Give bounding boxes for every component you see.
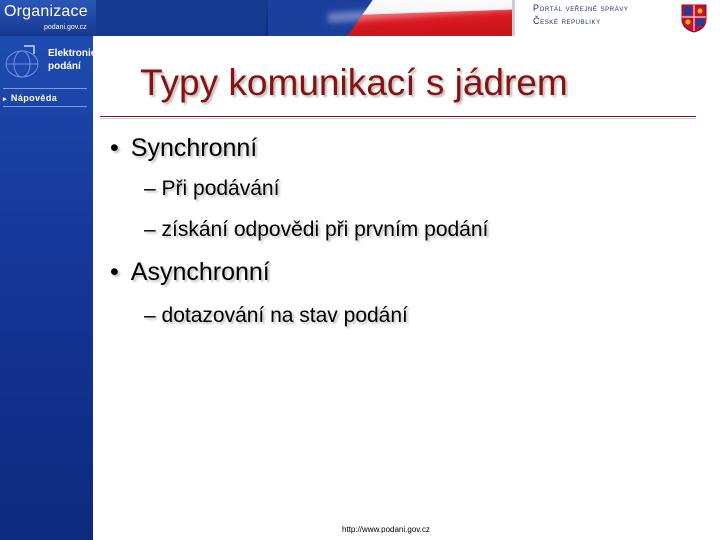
- czech-flag-image: [268, 0, 512, 36]
- logo-title: Elektronická: [48, 48, 108, 59]
- elektronicka-podani-logo[interactable]: [0, 42, 108, 84]
- sub-bullet-text: dotazování na stav podání: [161, 304, 408, 327]
- bullet-item: [110, 258, 270, 287]
- organization-title: Organizace: [4, 3, 88, 20]
- portal-logo[interactable]: [512, 0, 720, 36]
- title-rule-shadow: [100, 118, 696, 119]
- top-banner: [0, 0, 720, 36]
- bullet-text: Synchronní: [130, 134, 258, 162]
- portal-title-line2: České republiky: [533, 16, 601, 26]
- sub-bullet-text: Při podávání: [161, 177, 280, 200]
- sub-bullet-item: – Při podávání: [144, 177, 280, 200]
- portal-title-line1: Portál veřejné správy: [533, 3, 629, 13]
- bullet-item: [110, 134, 257, 163]
- slide-title: Typy komunikací s jádrem: [140, 62, 568, 103]
- bullet-dot-icon: •: [110, 134, 119, 162]
- title-rule: [100, 116, 696, 117]
- sidebar-item-napoveda[interactable]: [0, 93, 90, 105]
- logo-subtitle: podání: [48, 61, 81, 72]
- globe-icon: [4, 44, 44, 80]
- banner-strip: [96, 0, 266, 36]
- organization-logo[interactable]: [0, 0, 96, 36]
- footer-url-link[interactable]: http://www.podani.gov.cz: [342, 525, 430, 534]
- sub-bullet-text: získání odpovědi při prvním podání: [161, 218, 489, 241]
- sidebar-divider: [3, 88, 87, 89]
- bullet-text: Asynchronní: [130, 258, 270, 286]
- coat-of-arms-icon: [679, 3, 709, 33]
- sidebar: [0, 36, 108, 540]
- organization-subtitle: podani.gov.cz: [44, 24, 87, 31]
- bullet-dot-icon: •: [110, 258, 119, 286]
- sub-bullet-item: – dotazování na stav podání: [144, 304, 408, 327]
- sidebar-item-label: Nápověda: [10, 93, 58, 103]
- arrow-right-icon: ▸: [3, 96, 7, 103]
- sidebar-divider: [3, 106, 87, 107]
- sub-bullet-item: – získání odpovědi při prvním podání: [144, 218, 489, 241]
